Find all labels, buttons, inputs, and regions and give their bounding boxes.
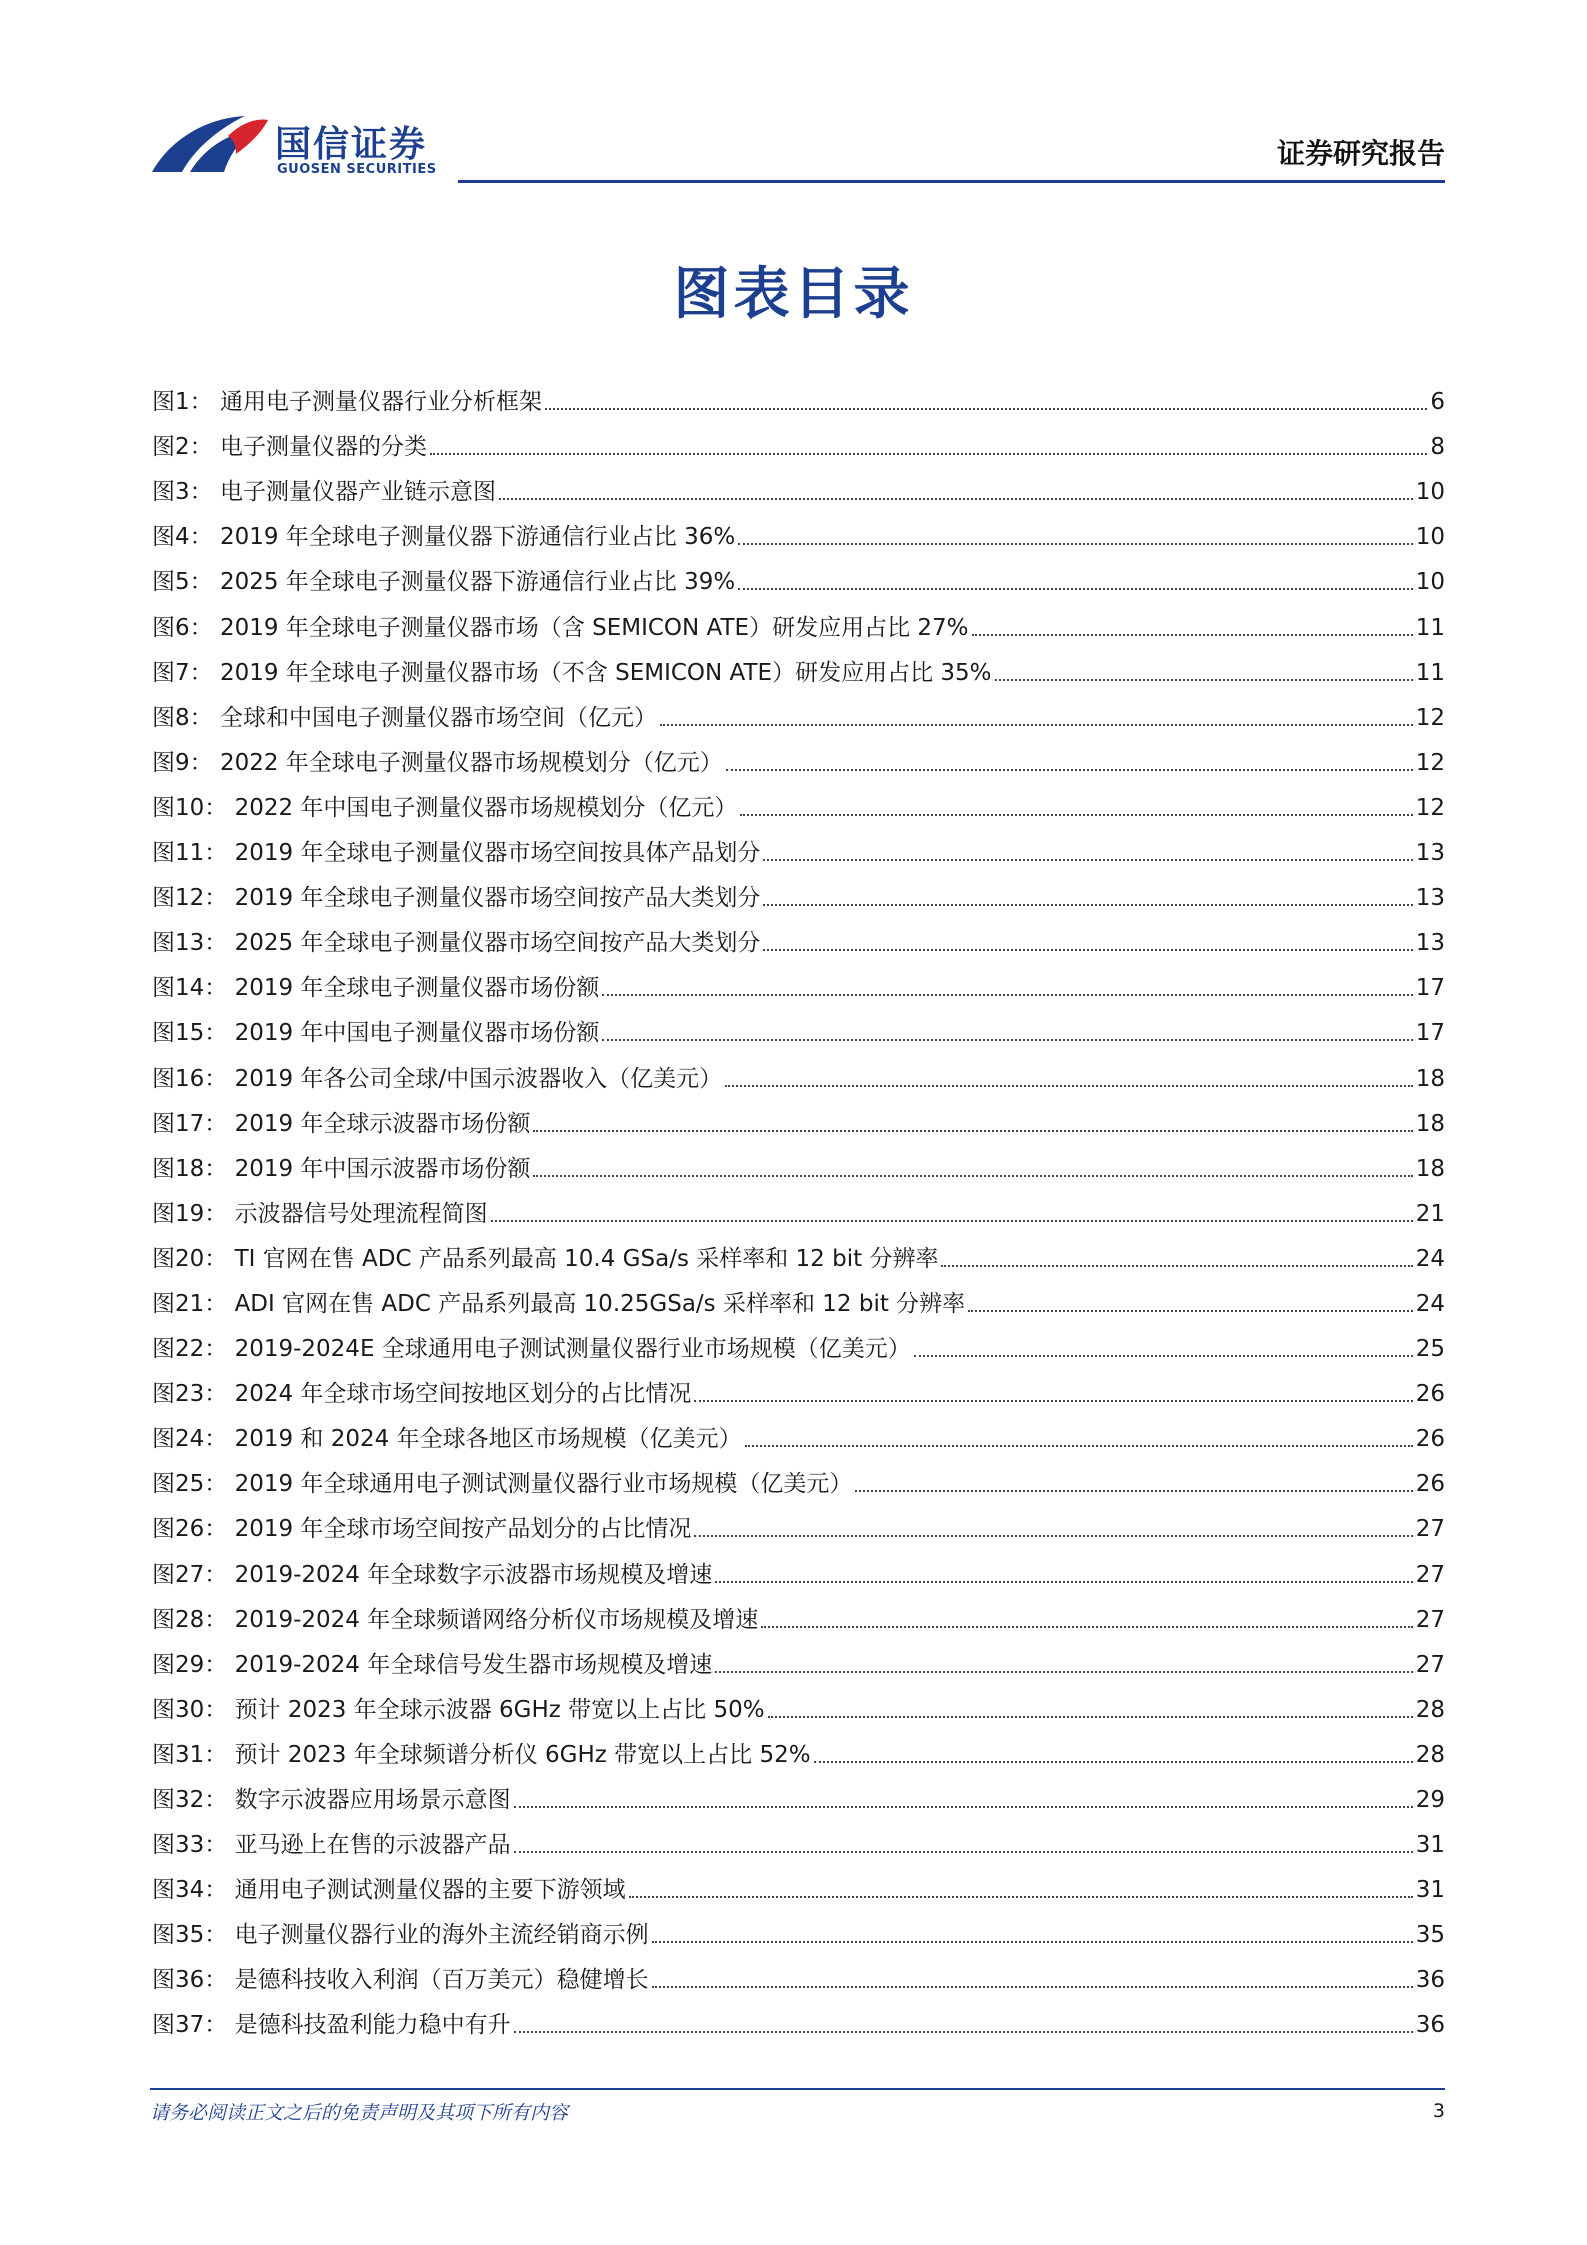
toc-entry-label: 图24： 2019 和 2024 年全球各地区市场规模（亿美元） [152, 1426, 742, 1453]
toc-entry[interactable] [152, 1003, 1445, 1048]
toc-entry-label: 图15： 2019 年中国电子测量仪器市场份额 [152, 1020, 600, 1047]
toc-entry[interactable] [152, 462, 1445, 507]
toc-entry[interactable] [152, 733, 1445, 778]
toc-entry[interactable] [152, 1950, 1445, 1995]
toc-entry-label: 图25： 2019 年全球通用电子测试测量仪器行业市场规模（亿美元） [152, 1471, 853, 1498]
toc-dot-leader [726, 769, 1413, 771]
toc-dot-leader [972, 634, 1413, 636]
toc-entry-page: 18 [1415, 1065, 1445, 1092]
toc-entry[interactable] [152, 1860, 1445, 1905]
toc-dot-leader [968, 1310, 1413, 1312]
toc-entry-label: 图19： 示波器信号处理流程简图 [152, 1200, 488, 1227]
footer-divider [150, 2088, 1445, 2090]
toc-entry-label: 图16： 2019 年各公司全球/中国示波器收入（亿美元） [152, 1065, 723, 1092]
toc-entry-page: 13 [1415, 885, 1445, 912]
toc-entry-page: 28 [1415, 1741, 1445, 1768]
toc-entry-page: 36 [1415, 1967, 1445, 1994]
toc-entry[interactable] [152, 1048, 1445, 1093]
toc-dot-leader [533, 1175, 1412, 1177]
toc-entry[interactable] [152, 1544, 1445, 1589]
toc-entry-page: 10 [1415, 524, 1445, 551]
toc-entry-page: 10 [1415, 569, 1445, 596]
toc-entry-label: 图29： 2019-2024 年全球信号发生器市场规模及增速 [152, 1651, 713, 1678]
toc-entry[interactable] [152, 552, 1445, 597]
toc-entry-label: 图8： 全球和中国电子测量仪器市场空间（亿元） [152, 704, 657, 731]
toc-dot-leader [995, 679, 1413, 681]
page-title: 图表目录 [673, 262, 914, 327]
toc-entry-label: 图37： 是德科技盈利能力稳中有升 [152, 2012, 511, 2039]
toc-entry-label: 图26： 2019 年全球市场空间按产品划分的占比情况 [152, 1516, 692, 1543]
toc-entry-label: 图22： 2019-2024E 全球通用电子测试测量仪器行业市场规模（亿美元） [152, 1336, 911, 1363]
toc-entry[interactable] [152, 688, 1445, 733]
toc-entry[interactable] [152, 372, 1445, 417]
toc-entry[interactable] [152, 507, 1445, 552]
toc-entry-label: 图3： 电子测量仪器产业链示意图 [152, 479, 496, 506]
toc-entry[interactable] [152, 1229, 1445, 1274]
toc-entry-page: 26 [1415, 1426, 1445, 1453]
toc-entry-label: 图31： 预计 2023 年全球频谱分析仪 6GHz 带宽以上占比 52% [152, 1741, 811, 1768]
toc-dot-leader [694, 1535, 1412, 1537]
toc-entry[interactable] [152, 1094, 1445, 1139]
toc-dot-leader [491, 1220, 1413, 1222]
toc-entry-page: 26 [1415, 1471, 1445, 1498]
toc-dot-leader [514, 1806, 1413, 1808]
toc-entry-page: 28 [1415, 1696, 1445, 1723]
toc-entry-page: 36 [1415, 2012, 1445, 2039]
page-header [150, 110, 1445, 185]
toc-entry[interactable] [152, 1184, 1445, 1229]
toc-entry-label: 图9： 2022 年全球电子测量仪器市场规模划分（亿元） [152, 749, 723, 776]
toc-dot-leader [514, 2031, 1413, 2033]
toc-entry-page: 25 [1415, 1336, 1445, 1363]
toc-entry-page: 6 [1430, 389, 1445, 416]
toc-dot-leader [499, 498, 1413, 500]
toc-entry-label: 图14： 2019 年全球电子测量仪器市场份额 [152, 975, 600, 1002]
page-number: 3 [1432, 2100, 1445, 2122]
toc-entry-page: 27 [1415, 1561, 1445, 1588]
toc-entry-label: 图27： 2019-2024 年全球数字示波器市场规模及增速 [152, 1561, 713, 1588]
toc-entry[interactable] [152, 1274, 1445, 1319]
toc-entry[interactable] [152, 1815, 1445, 1860]
toc-dot-leader [855, 1490, 1412, 1492]
toc-entry-page: 26 [1415, 1381, 1445, 1408]
toc-entry[interactable] [152, 1139, 1445, 1184]
toc-entry[interactable] [152, 1499, 1445, 1544]
toc-dot-leader [768, 1716, 1413, 1718]
toc-entry[interactable] [152, 1725, 1445, 1770]
toc-entry-page: 13 [1415, 840, 1445, 867]
logo-chinese-name: 国信证券 [275, 124, 428, 165]
toc-entry[interactable] [152, 1995, 1445, 2040]
toc-dot-leader [761, 1626, 1412, 1628]
toc-entry-label: 图2： 电子测量仪器的分类 [152, 434, 427, 461]
toc-entry[interactable] [152, 913, 1445, 958]
toc-entry-page: 17 [1415, 975, 1445, 1002]
toc-entry-page: 29 [1415, 1787, 1445, 1813]
toc-dot-leader [715, 1581, 1412, 1583]
toc-entry[interactable] [152, 823, 1445, 868]
toc-entry-label: 图13： 2025 年全球电子测量仪器市场空间按产品大类划分 [152, 930, 761, 957]
toc-dot-leader [763, 949, 1412, 951]
toc-entry-label: 图17： 2019 年全球示波器市场份额 [152, 1110, 531, 1137]
toc-entry-label: 图10： 2022 年中国电子测量仪器市场规模划分（亿元） [152, 794, 738, 821]
toc-entry-label: 图12： 2019 年全球电子测量仪器市场空间按产品大类划分 [152, 885, 761, 912]
toc-dot-leader [763, 904, 1412, 906]
toc-entry-page: 17 [1415, 1020, 1445, 1047]
toc-entry-page: 13 [1415, 930, 1445, 957]
toc-dot-leader [602, 994, 1412, 996]
toc-entry-page: 31 [1415, 1877, 1445, 1904]
toc-entry-page: 12 [1415, 749, 1445, 776]
toc-dot-leader [715, 1671, 1412, 1673]
toc-entry[interactable] [152, 643, 1445, 688]
toc-entry[interactable] [152, 1409, 1445, 1454]
toc-entry-label: 图1： 通用电子测量仪器行业分析框架 [152, 389, 542, 416]
toc-entry[interactable] [152, 597, 1445, 642]
toc-entry[interactable] [152, 1635, 1445, 1680]
toc-entry-label: 图36： 是德科技收入利润（百万美元）稳健增长 [152, 1967, 649, 1994]
toc-dot-leader [763, 859, 1412, 861]
toc-dot-leader [660, 724, 1413, 726]
toc-dot-leader [430, 453, 1427, 455]
toc-entry[interactable] [152, 1319, 1445, 1364]
toc-entry-page: 12 [1415, 794, 1445, 821]
toc-entry[interactable] [152, 417, 1445, 462]
toc-dot-leader [533, 1130, 1412, 1132]
toc-entry-label: 图18： 2019 年中国示波器市场份额 [152, 1155, 531, 1182]
toc-entry-page: 31 [1415, 1832, 1445, 1859]
toc-dot-leader [545, 408, 1427, 410]
toc-entry-page: 24 [1415, 1245, 1445, 1272]
toc-entry-label: 图32： 数字示波器应用场景示意图 [152, 1787, 511, 1813]
logo-english-name: GUOSEN SECURITIES [277, 162, 437, 177]
toc-dot-leader [738, 588, 1412, 590]
toc-dot-leader [725, 1085, 1413, 1087]
toc-entry-label: 图30： 预计 2023 年全球示波器 6GHz 带宽以上占比 50% [152, 1696, 765, 1723]
toc-dot-leader [738, 543, 1412, 545]
toc-entry-label: 图20： TI 官网在售 ADC 产品系列最高 10.4 GSa/s 采样率和 12 bit 分辨率 [152, 1245, 939, 1272]
toc-dot-leader [814, 1761, 1413, 1763]
toc-dot-leader [652, 1986, 1413, 1988]
report-type-label: 证券研究报告 [1276, 137, 1445, 170]
toc-entry-label: 图23： 2024 年全球市场空间按地区划分的占比情况 [152, 1381, 692, 1408]
figure-list [152, 372, 1445, 2040]
toc-dot-leader [652, 1941, 1413, 1943]
toc-entry[interactable] [152, 1680, 1445, 1725]
toc-entry-label: 图5： 2025 年全球电子测量仪器下游通信行业占比 39% [152, 569, 736, 596]
footer-disclaimer: 请务必阅读正文之后的免责声明及其项下所有内容 [150, 2102, 569, 2124]
toc-entry-label: 图34： 通用电子测试测量仪器的主要下游领域 [152, 1877, 626, 1904]
company-logo [150, 110, 450, 180]
toc-dot-leader [514, 1851, 1413, 1853]
header-divider [458, 180, 1445, 183]
guosen-logo-icon [150, 110, 270, 180]
toc-entry-page: 18 [1415, 1155, 1445, 1182]
toc-entry-label: 图35： 电子测量仪器行业的海外主流经销商示例 [152, 1922, 649, 1949]
toc-dot-leader [914, 1355, 1413, 1357]
toc-entry-label: 图11： 2019 年全球电子测量仪器市场空间按具体产品划分 [152, 840, 761, 867]
toc-dot-leader [941, 1265, 1412, 1267]
toc-dot-leader [694, 1400, 1412, 1402]
toc-entry[interactable] [152, 868, 1445, 913]
toc-entry-label: 图4： 2019 年全球电子测量仪器下游通信行业占比 36% [152, 524, 736, 551]
toc-entry[interactable] [152, 1454, 1445, 1499]
toc-dot-leader [602, 1039, 1412, 1041]
toc-entry-page: 27 [1415, 1606, 1445, 1633]
toc-entry[interactable] [152, 778, 1445, 823]
toc-entry-page: 11 [1415, 614, 1445, 641]
toc-entry-label: 图28： 2019-2024 年全球频谱网络分析仪市场规模及增速 [152, 1606, 759, 1633]
toc-dot-leader [740, 814, 1412, 816]
toc-entry[interactable] [152, 1905, 1445, 1950]
toc-entry[interactable] [152, 1364, 1445, 1409]
toc-entry-page: 27 [1415, 1651, 1445, 1678]
toc-entry-page: 18 [1415, 1110, 1445, 1137]
toc-entry-page: 27 [1415, 1516, 1445, 1543]
toc-entry-label: 图33： 亚马逊上在售的示波器产品 [152, 1832, 511, 1859]
toc-entry-page: 21 [1415, 1200, 1445, 1227]
toc-entry-page: 8 [1430, 434, 1445, 461]
toc-entry-page: 11 [1415, 659, 1445, 686]
toc-entry-page: 24 [1415, 1290, 1445, 1317]
toc-entry-label: 图21： ADI 官网在售 ADC 产品系列最高 10.25GSa/s 采样率和 12 bit 分辨率 [152, 1290, 966, 1317]
toc-entry[interactable] [152, 958, 1445, 1003]
toc-dot-leader [629, 1896, 1413, 1898]
toc-dot-leader [745, 1445, 1413, 1447]
toc-entry-page: 35 [1415, 1922, 1445, 1949]
toc-entry[interactable] [152, 1590, 1445, 1635]
toc-entry-label: 图6： 2019 年全球电子测量仪器市场（含 SEMICON ATE）研发应用占比 27% [152, 614, 969, 641]
toc-entry-page: 10 [1415, 479, 1445, 506]
toc-entry-label: 图7： 2019 年全球电子测量仪器市场（不含 SEMICON ATE）研发应用占比 35% [152, 659, 992, 686]
toc-entry-page: 12 [1415, 704, 1445, 731]
toc-entry[interactable] [152, 1770, 1445, 1815]
